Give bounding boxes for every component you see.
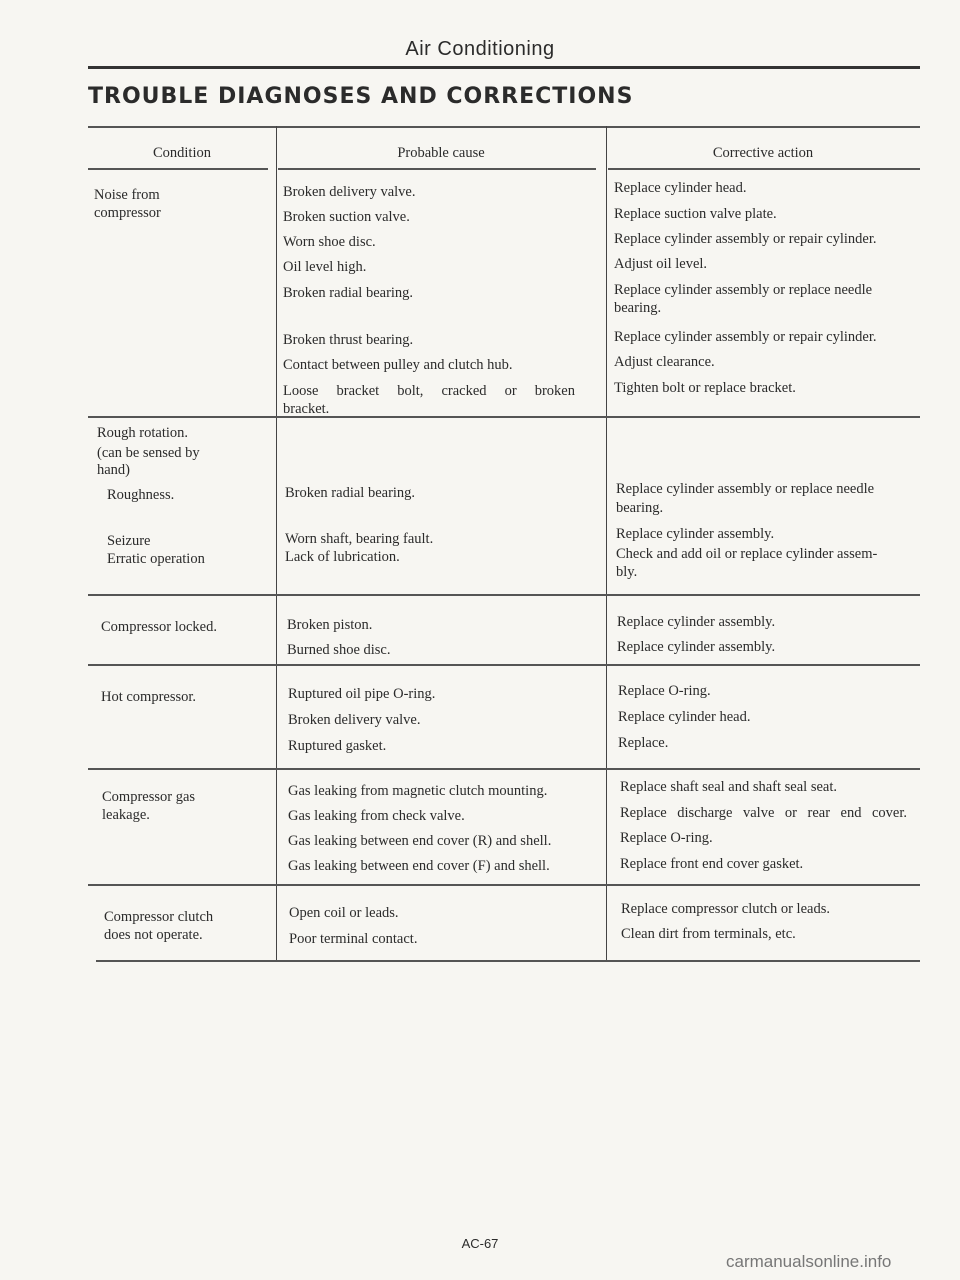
action-text: Replace O-ring.	[620, 830, 713, 846]
table-header-rule	[88, 168, 268, 170]
page-number: AC-67	[461, 1236, 499, 1251]
column-header-corrective-action: Corrective action	[712, 145, 814, 161]
action-text: Replace shaft seal and shaft seal seat.	[620, 779, 838, 795]
cause-text: Broken thrust bearing.	[283, 332, 414, 348]
section-title: TROUBLE DIAGNOSES AND CORRECTIONS	[88, 84, 634, 109]
action-text: Replace cylinder assembly.	[616, 526, 775, 542]
condition-text: Rough rotation.	[97, 425, 189, 441]
cause-text: Broken radial bearing.	[285, 485, 416, 501]
cause-text: Gas leaking between end cover (R) and shell.	[288, 833, 552, 849]
condition-text: hand)	[97, 462, 131, 478]
cause-text: Broken piston.	[287, 617, 373, 633]
cause-text: Ruptured gasket.	[288, 738, 387, 754]
action-text: Adjust oil level.	[614, 256, 708, 272]
action-text: Replace cylinder head.	[618, 709, 751, 725]
condition-text: Compressor gas	[102, 789, 196, 805]
action-text: Replace O-ring.	[618, 683, 711, 699]
cause-text: Broken radial bearing.	[283, 285, 414, 301]
action-text: Replace cylinder assembly or repair cylinder.	[614, 231, 877, 247]
cause-text: bracket.	[283, 401, 330, 417]
row-separator	[88, 884, 920, 886]
action-text: Replace discharge valve or rear end cover.	[620, 805, 907, 821]
column-divider	[606, 126, 607, 962]
action-text: Replace suction valve plate.	[614, 206, 777, 222]
condition-text: Noise from	[94, 187, 160, 203]
condition-text: Hot compressor.	[101, 689, 197, 705]
row-separator	[88, 664, 920, 666]
cause-text: Ruptured oil pipe O-ring.	[288, 686, 436, 702]
row-separator	[88, 594, 920, 596]
page-header: Air Conditioning	[405, 38, 555, 60]
action-text: Replace compressor clutch or leads.	[621, 901, 830, 917]
cause-text: Loose bracket bolt, cracked or broken	[283, 383, 575, 399]
cause-text: Broken suction valve.	[283, 209, 410, 225]
cause-text: Open coil or leads.	[289, 905, 399, 921]
row-separator	[88, 768, 920, 770]
condition-text: Compressor clutch	[104, 909, 214, 925]
table-top-rule	[88, 126, 920, 128]
header-rule	[88, 66, 920, 69]
column-header-probable-cause: Probable cause	[397, 145, 485, 161]
action-text: Clean dirt from terminals, etc.	[621, 926, 796, 942]
cause-text: Broken delivery valve.	[283, 184, 416, 200]
cause-text: Poor terminal contact.	[289, 931, 418, 947]
cause-text: Worn shoe disc.	[283, 234, 376, 250]
cause-text: Oil level high.	[283, 259, 367, 275]
condition-text: Erratic operation	[107, 551, 205, 567]
watermark: carmanualsonline.info	[726, 1252, 892, 1271]
cause-text: Burned shoe disc.	[287, 642, 391, 658]
column-divider	[276, 126, 277, 962]
action-text: Replace.	[618, 735, 669, 751]
cause-text: Gas leaking from magnetic clutch mounting.	[288, 783, 548, 799]
row-separator	[88, 416, 920, 418]
action-text: Replace cylinder assembly.	[617, 639, 776, 655]
table-bottom-rule	[96, 960, 920, 962]
condition-text: does not operate.	[104, 927, 203, 943]
action-text: Replace cylinder assembly.	[617, 614, 776, 630]
action-text: bearing.	[614, 300, 662, 316]
cause-text: Contact between pulley and clutch hub.	[283, 357, 513, 373]
condition-text: compressor	[94, 205, 161, 221]
condition-text: leakage.	[102, 807, 150, 823]
condition-text: Seizure	[107, 533, 151, 549]
action-text: Replace cylinder head.	[614, 180, 747, 196]
condition-text: Roughness.	[107, 487, 175, 503]
column-header-condition: Condition	[152, 145, 211, 161]
cause-text: Gas leaking between end cover (F) and shell.	[288, 858, 550, 874]
action-text: bearing.	[616, 500, 664, 516]
action-text: Replace front end cover gasket.	[620, 856, 804, 872]
action-text: Replace cylinder assembly or repair cylinder.	[614, 329, 877, 345]
cause-text: Gas leaking from check valve.	[288, 808, 465, 824]
table-header-rule	[608, 168, 920, 170]
cause-text: Worn shaft, bearing fault.	[285, 531, 434, 547]
cause-text: Broken delivery valve.	[288, 712, 421, 728]
condition-text: (can be sensed by	[97, 445, 200, 461]
action-text: Replace cylinder assembly or replace needle	[616, 481, 875, 497]
action-text: Adjust clearance.	[614, 354, 715, 370]
cause-text: Lack of lubrication.	[285, 549, 400, 565]
action-text: Replace cylinder assembly or replace needle	[614, 282, 873, 298]
action-text: bly.	[616, 564, 638, 580]
action-text: Tighten bolt or replace bracket.	[614, 380, 796, 396]
condition-text: Compressor locked.	[101, 619, 217, 635]
action-text: Check and add oil or replace cylinder assem-	[616, 546, 878, 562]
table-header-rule	[278, 168, 596, 170]
